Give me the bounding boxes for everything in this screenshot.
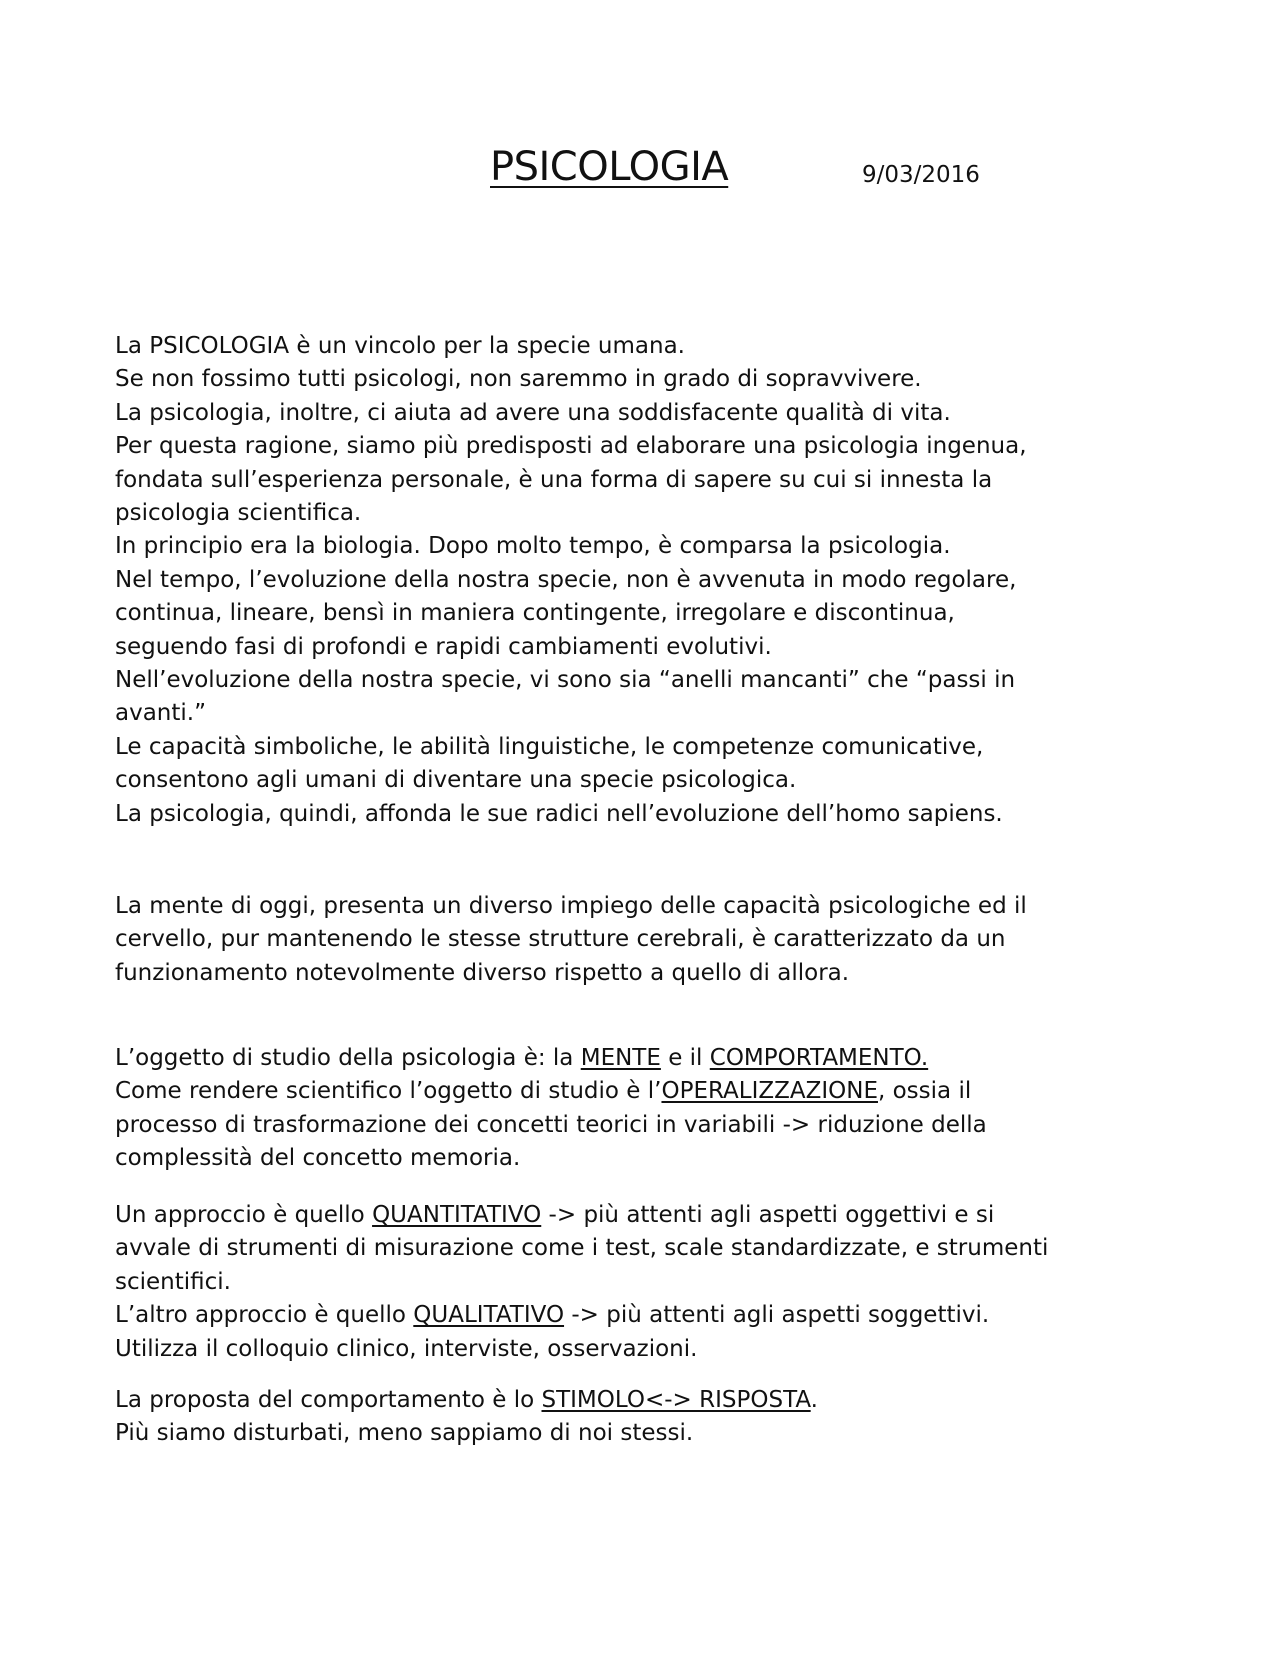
text-line: seguendo fasi di profondi e rapidi cambiamenti evolutivi. — [115, 633, 772, 660]
text-line: psicologia scientifica. — [115, 500, 362, 527]
text-line: La PSICOLOGIA è un vincolo per la specie umana. — [115, 333, 685, 359]
text-line: continua, lineare, bensì in maniera contingente, irregolare e discontinua, — [115, 600, 955, 627]
text-segment: La proposta del comportamento è lo — [115, 1387, 542, 1413]
underlined-term-operalizzazione: OPERALIZZAZIONE — [661, 1078, 878, 1105]
paragraph-approaches — [115, 1199, 1185, 1366]
underlined-term-quantitativo: QUANTITATIVO — [372, 1202, 542, 1228]
text-segment: , ossia il — [877, 1078, 972, 1105]
text-line: Utilizza il colloquio clinico, interviste, osservazioni. — [115, 1335, 698, 1362]
paragraph-stimulus-response — [115, 1384, 1185, 1451]
text-segment: e il — [660, 1045, 710, 1071]
text-segment: L’oggetto di studio della psicologia è: la — [115, 1045, 581, 1071]
document-date: 9/03/2016 — [862, 162, 980, 188]
text-segment: -> più attenti agli aspetti oggettivi e si — [541, 1202, 995, 1228]
text-line: Più siamo disturbati, meno sappiamo di noi stessi. — [115, 1420, 694, 1447]
text-line: avvale di strumenti di misurazione come i test, scale standardizzate, e strumenti — [115, 1235, 1049, 1262]
text-line: fondata sull’esperienza personale, è una forma di sapere su cui si innesta la — [115, 466, 993, 493]
text-line: Nell’evoluzione della nostra specie, vi sono sia “anelli mancanti” che “passi in — [115, 667, 1016, 694]
paragraph-mind-today — [115, 890, 1185, 990]
underlined-term-stimolo-risposta: STIMOLO<-> RISPOSTA — [541, 1387, 811, 1413]
text-line: complessità del concetto memoria. — [115, 1145, 521, 1172]
text-line: processo di trasformazione dei concetti teorici in variabili -> riduzione della — [115, 1111, 987, 1138]
text-line: Se non fossimo tutti psicologi, non saremmo in grado di sopravvivere. — [115, 366, 922, 393]
text-line: Le capacità simboliche, le abilità linguistiche, le competenze comunicative, — [115, 733, 984, 760]
text-line — [115, 1075, 1185, 1108]
text-line — [115, 1042, 1185, 1075]
text-segment: Un approccio è quello — [115, 1202, 373, 1228]
text-line: Per questa ragione, siamo più predisposti ad elaborare una psicologia ingenua, — [115, 433, 1027, 460]
text-segment: L’altro approccio è quello — [115, 1302, 414, 1329]
text-line: cervello, pur mantenendo le stesse strutture cerebrali, è caratterizzato da un — [115, 926, 1006, 953]
text-line: Nel tempo, l’evoluzione della nostra specie, non è avvenuta in modo regolare, — [115, 566, 1017, 593]
text-line: scientifici. — [115, 1268, 231, 1295]
text-line — [115, 1384, 1185, 1417]
underlined-term-qualitativo: QUALITATIVO — [413, 1302, 565, 1329]
text-segment: . — [810, 1387, 818, 1413]
paragraph-object-of-study — [115, 1042, 1185, 1176]
text-line — [115, 1199, 1185, 1232]
text-line: avanti.” — [115, 700, 207, 727]
page-title: PSICOLOGIA — [490, 144, 729, 190]
underlined-term-mente: MENTE — [580, 1045, 661, 1071]
text-line: La psicologia, inoltre, ci aiuta ad avere una soddisfacente qualità di vita. — [115, 399, 951, 426]
text-line: funzionamento notevolmente diverso rispetto a quello di allora. — [115, 959, 850, 986]
text-line: consentono agli umani di diventare una specie psicologica. — [115, 767, 797, 794]
text-segment: -> più attenti agli aspetti soggettivi. — [564, 1302, 990, 1329]
text-line: In principio era la biologia. Dopo molto tempo, è comparsa la psicologia. — [115, 533, 951, 560]
text-line: La mente di oggi, presenta un diverso impiego delle capacità psicologiche ed il — [115, 893, 1027, 919]
underlined-term-comportamento: COMPORTAMENTO. — [709, 1045, 929, 1071]
text-line: La psicologia, quindi, affonda le sue radici nell’evoluzione dell’homo sapiens. — [115, 800, 1003, 827]
text-line — [115, 1299, 1185, 1332]
paragraph-introduction — [115, 330, 1185, 831]
text-segment: Come rendere scientifico l’oggetto di studio è l’ — [115, 1078, 662, 1105]
